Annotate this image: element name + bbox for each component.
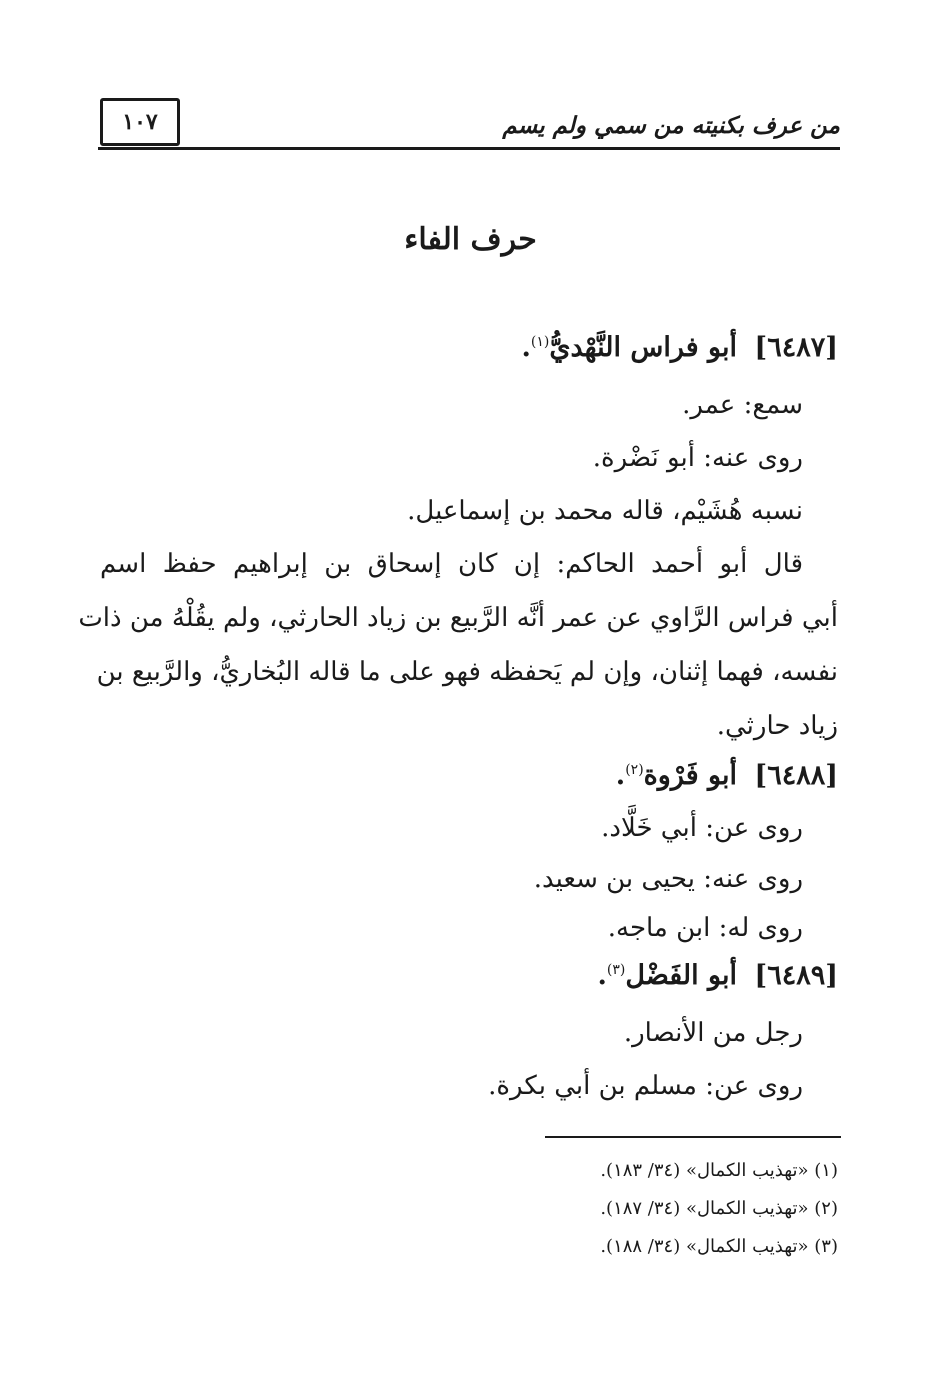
entry-number: [٦٤٨٧]	[754, 332, 838, 363]
entry-line: روى عنه: أبو نَضْرة.	[592, 443, 803, 473]
entry-line: رجل من الأنصار.	[623, 1018, 803, 1048]
entry-end: .	[521, 332, 531, 363]
paragraph-line: قال أبو أحمد الحاكم: إن كان إسحاق بن إبراهيم حفظ اسم	[100, 549, 803, 579]
paragraph-line: نفسه، فهما إثنان، وإن لم يَحفظه فهو على ما قاله البُخاريُّ، والرَّبيع بن	[96, 657, 838, 687]
footnote-separator	[545, 1136, 841, 1138]
entry-end: .	[597, 960, 607, 991]
entry-line: سمع: عمر.	[682, 390, 803, 420]
entry-heading	[598, 958, 838, 994]
header-rule	[98, 147, 840, 150]
entry-line: روى عن: أبي خَلَّاد.	[601, 813, 803, 843]
chapter-title: حرف الفاء	[404, 222, 537, 257]
entry-heading	[616, 758, 838, 794]
entry-number: [٦٤٨٩]	[754, 960, 838, 991]
page-header	[98, 92, 840, 150]
entry-name: أبو فراس النَّهْديُّ	[549, 332, 738, 363]
entry-line: روى عنه: يحيى بن سعيد.	[533, 864, 803, 894]
footnote-ref: (٣)	[606, 962, 626, 978]
entry-name: أبو فَرْوة	[643, 760, 738, 791]
paragraph-line: زياد حارثي.	[716, 711, 838, 741]
entry-line: روى له: ابن ماجه.	[607, 913, 803, 943]
entry-heading	[521, 330, 838, 366]
footnote: (٢) «تهذيب الكمال» (٣٤/ ١٨٧).	[600, 1198, 838, 1219]
running-title: من عرف بكنيته من سمي ولم يسم	[502, 112, 840, 139]
entry-end: .	[615, 760, 626, 791]
paragraph-line: أبي فراس الرَّاوي عن عمر أنَّه الرَّبيع بن زياد الحارثي، ولم يقُلْهُ من ذات	[78, 603, 838, 633]
footnote: (١) «تهذيب الكمال» (٣٤/ ١٨٣).	[600, 1160, 838, 1181]
page-number: ١٠٧	[100, 98, 180, 146]
entry-line: نسبه هُشَيْم، قاله محمد بن إسماعيل.	[407, 496, 803, 526]
entry-number: [٦٤٨٨]	[754, 760, 838, 791]
entry-line: روى عن: مسلم بن أبي بكرة.	[488, 1071, 803, 1101]
footnote: (٣) «تهذيب الكمال» (٣٤/ ١٨٨).	[600, 1236, 838, 1257]
footnote-ref: (١)	[530, 334, 550, 350]
footnote-ref: (٢)	[625, 762, 644, 778]
entry-name: أبو الفَضْل	[625, 960, 738, 991]
